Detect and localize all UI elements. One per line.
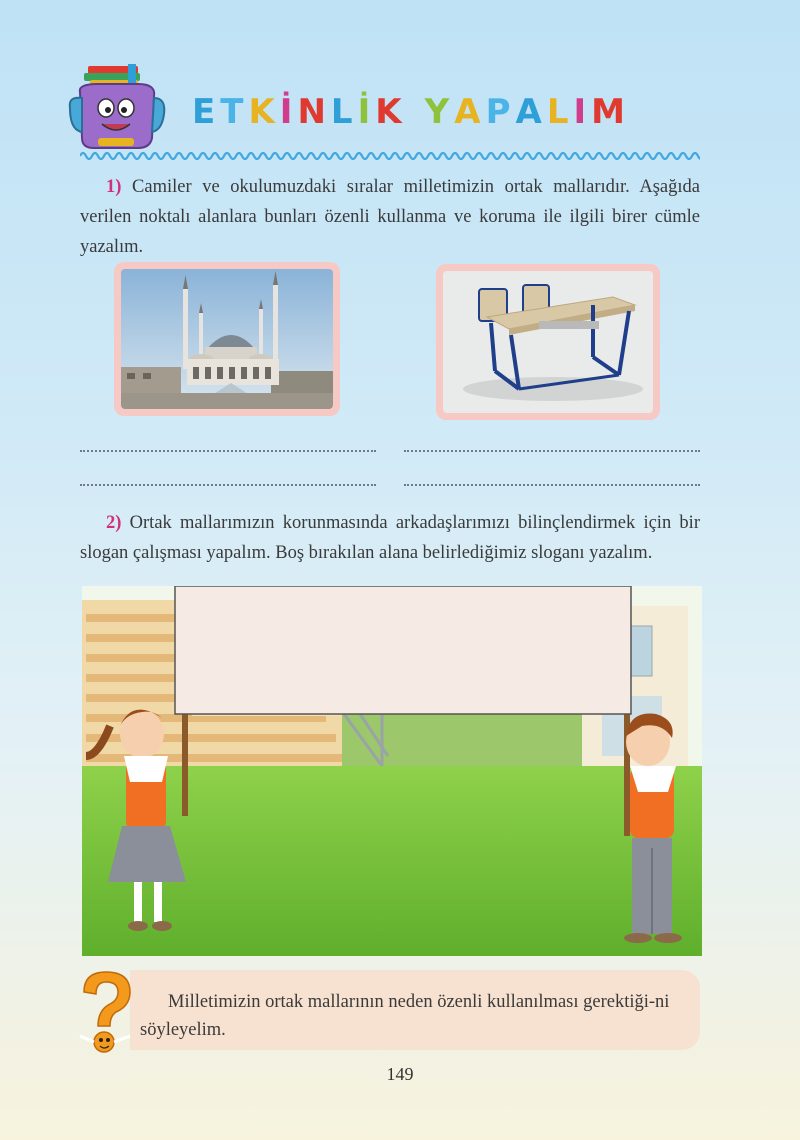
title-letter: E (192, 92, 221, 132)
title-letter: A (454, 92, 486, 132)
slogan-illustration (82, 586, 702, 956)
title-letter: T (220, 92, 249, 132)
school-desk-photo (443, 271, 653, 413)
question-2 (80, 508, 700, 568)
question-1-text: Camiler ve okulumuzdaki sıralar milletimizin ortak mallarıdır. Aşağıda verilen noktalı alanlara bunları özenli kullanma ve koruma ile ilgili birer cümle yazalım. (80, 177, 700, 257)
answer-line[interactable] (80, 484, 376, 486)
mosque-photo (121, 269, 333, 409)
wave-divider (80, 146, 700, 166)
page-number: 149 (386, 1064, 414, 1084)
title-letter (407, 92, 425, 132)
mosque-photo-frame (114, 262, 340, 416)
discussion-text: Milletimizin ortak mallarının neden özenli kullanılması gerektiği-ni söyleyelim. (140, 992, 670, 1040)
title-letter: Y (424, 92, 455, 132)
title-letter: L (330, 92, 358, 132)
title-letter: N (297, 92, 331, 132)
answer-line[interactable] (404, 450, 700, 452)
school-bag-mascot-icon (68, 62, 168, 154)
title-letter: K (248, 92, 280, 132)
title-letter: İ (357, 92, 376, 132)
question-mark-mascot-icon (74, 968, 136, 1058)
title-letter: M (591, 92, 630, 132)
question-1-number: 1) (106, 177, 122, 197)
title-letter: K (375, 92, 407, 132)
answer-line[interactable] (80, 450, 376, 452)
question-2-number: 2) (106, 513, 122, 533)
title-letter: L (546, 92, 574, 132)
question-2-text: Ortak mallarımızın korunmasında arkadaşlarımızı bilinçlendirmek için bir slogan çalışması yapalım. Boş bırakılan alana belirlediğimiz sloganı yazalım. (80, 513, 700, 563)
activity-title (192, 92, 630, 132)
title-letter: A (515, 92, 547, 132)
title-letter: I (573, 92, 592, 132)
question-1 (80, 172, 700, 262)
school-desk-photo-frame (436, 264, 660, 420)
answer-line[interactable] (404, 484, 700, 486)
title-letter: İ (279, 92, 298, 132)
title-letter: P (485, 92, 516, 132)
